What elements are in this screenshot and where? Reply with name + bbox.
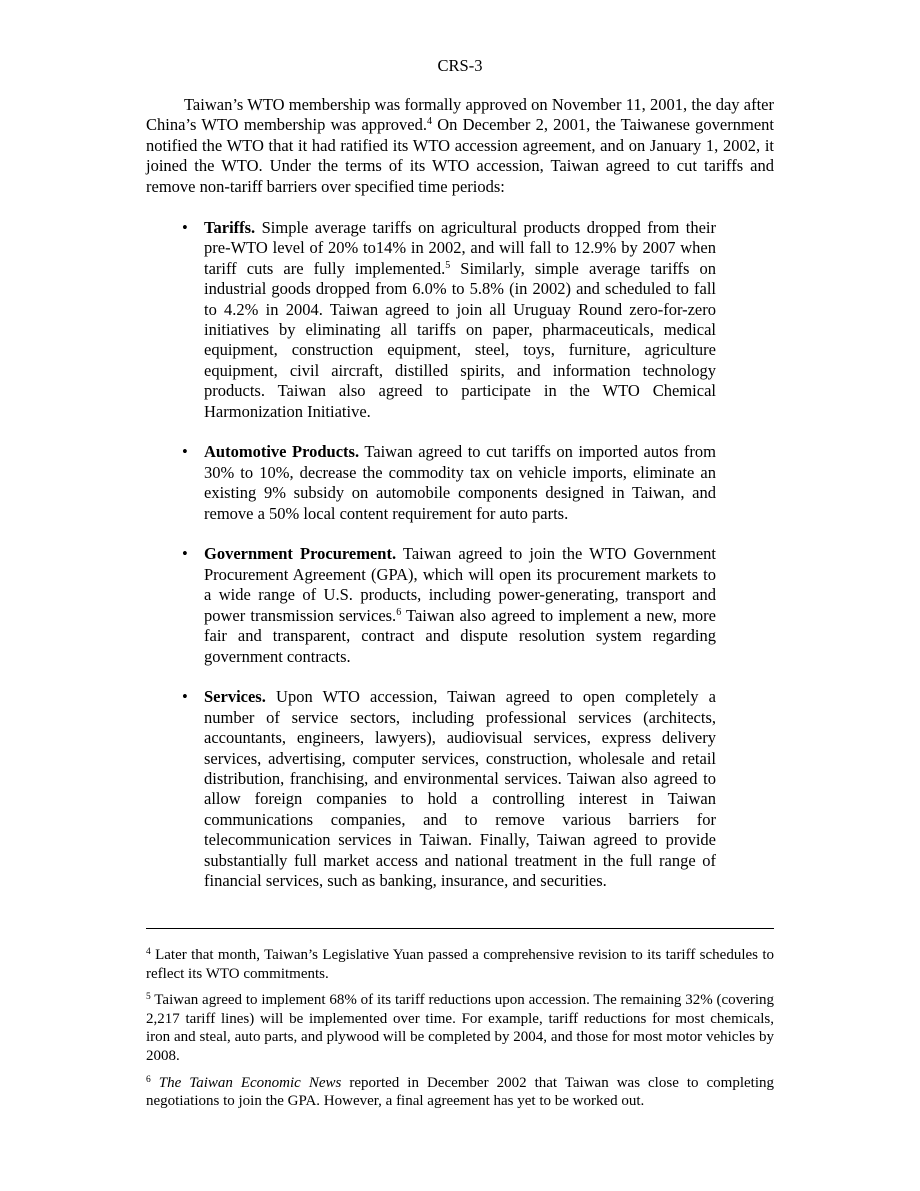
bullet-tariffs-text1: Simple average tariffs on agricultural products dropped from their pre-WTO level of 20% to14% in 2002, and will fall to 12.9% by 2007 when tariff cuts are fully implemented. <box>204 218 716 278</box>
bullet-icon: • <box>182 218 188 237</box>
bullet-tariffs <box>180 218 716 422</box>
bullet-procurement-text1: Taiwan agreed to join the WTO Government Procurement Agreement (GPA), which will open its procurement markets to a wide range of U.S. products, including power-generating, transport and power transmission services. <box>204 544 716 625</box>
footnote-5-text: Taiwan agreed to implement 68% of its tariff reductions upon accession. The remaining 32% (covering 2,217 tariff lines) will be implemented over time. For example, tariff reductions for most chemicals, iron and steal, auto parts, and plywood will be completed by 2004, and those for most motor vehicles by 2008. <box>146 992 774 1064</box>
footnote-6-number: 6 <box>146 1074 151 1085</box>
footnote-4-number: 4 <box>146 947 151 957</box>
footnote-5-number: 5 <box>146 992 151 1003</box>
footnote-ref-6[interactable]: 6 <box>396 606 402 618</box>
bullet-automotive-text: Taiwan agreed to cut tariffs on imported autos from 30% to 10%, decrease the commodity tax on vehicle imports, eliminate an existing 9% subsidy on automobile components designed in Taiwan, and remove a 50% local content requirement for auto parts. <box>204 442 716 523</box>
footnote-6-text: reported in December 2002 that Taiwan was close to completing negotiations to join the GPA. However, a final agreement has yet to be worked out. <box>146 1074 774 1110</box>
bullet-services <box>180 687 716 891</box>
bullet-procurement-text2: Taiwan also agreed to implement a new, more fair and transparent, contract and dispute resolution system regarding government contracts. <box>204 605 716 666</box>
footnote-ref-5[interactable]: 5 <box>445 259 451 271</box>
bullet-icon: • <box>182 544 188 564</box>
footnote-6-publication-title: The Taiwan Economic News <box>150 1074 342 1091</box>
bullet-icon: • <box>182 442 188 462</box>
footnote-4 <box>146 946 774 983</box>
bullet-services-text: Upon WTO accession, Taiwan agreed to open completely a number of service sectors, including professional services (architects, accountants, engineers, lawyers), audiovisual services, express delivery services, advertising, computer services, construction, wholesale and retail distribution, franchising, and environmental services. Taiwan also agreed to allow foreign companies to hold a controlling interest in Taiwan communications companies, and to remove various barriers for telecommunication services in Taiwan. Finally, Taiwan agreed to provide substantially full market access and national treatment in the full range of financial services, such as banking, insurance, and securities. <box>204 687 716 890</box>
bullet-tariffs-text2: Similarly, simple average tariffs on industrial goods dropped from 6.0% to 5.8% (in 2002) and scheduled to fall to 4.2% in 2004. Taiwan agreed to join all Uruguay Round zero-for-zero initiatives by eliminating all tariffs on paper, pharmaceuticals, medical equipment, construction equipment, steel, toys, furniture, agriculture equipment, civil aircraft, distilled spirits, and information technology products. Taiwan also agreed to participate in the WTO Chemical Harmonization Initiative. <box>204 258 717 421</box>
intro-text-part2: On December 2, 2001, the Taiwanese government notified the WTO that it had ratified its WTO accession agreement, and on January 1, 2002, it joined the WTO. Under the terms of its WTO accession, Taiwan agreed to cut tariffs and remove non-tariff barriers over specified time periods: <box>146 115 774 196</box>
bullet-tariffs-heading: Tariffs. <box>204 218 256 237</box>
bullet-services-heading: Services. <box>204 687 266 707</box>
bullet-automotive <box>180 442 716 524</box>
page-number: CRS-3 <box>437 56 483 75</box>
footnote-6 <box>146 1074 774 1111</box>
footnote-divider <box>146 928 774 929</box>
intro-paragraph <box>146 95 774 197</box>
bullet-procurement-heading: Government Procurement. <box>204 544 397 564</box>
bullet-icon: • <box>182 687 188 707</box>
footnote-4-text: Later that month, Taiwan’s Legislative Yuan passed a comprehensive revision to its tariff schedules to reflect its WTO commitments. <box>146 947 774 982</box>
footnote-5 <box>146 991 774 1065</box>
footnotes <box>146 946 774 1119</box>
footnote-ref-4[interactable]: 4 <box>426 116 432 128</box>
bullet-automotive-heading: Automotive Products. <box>204 442 360 462</box>
bullet-list <box>180 218 716 912</box>
bullet-procurement <box>180 544 716 666</box>
intro-text-part1: Taiwan’s WTO membership was formally approved on November 11, 2001, the day after China’s WTO membership was approved. <box>146 95 774 135</box>
